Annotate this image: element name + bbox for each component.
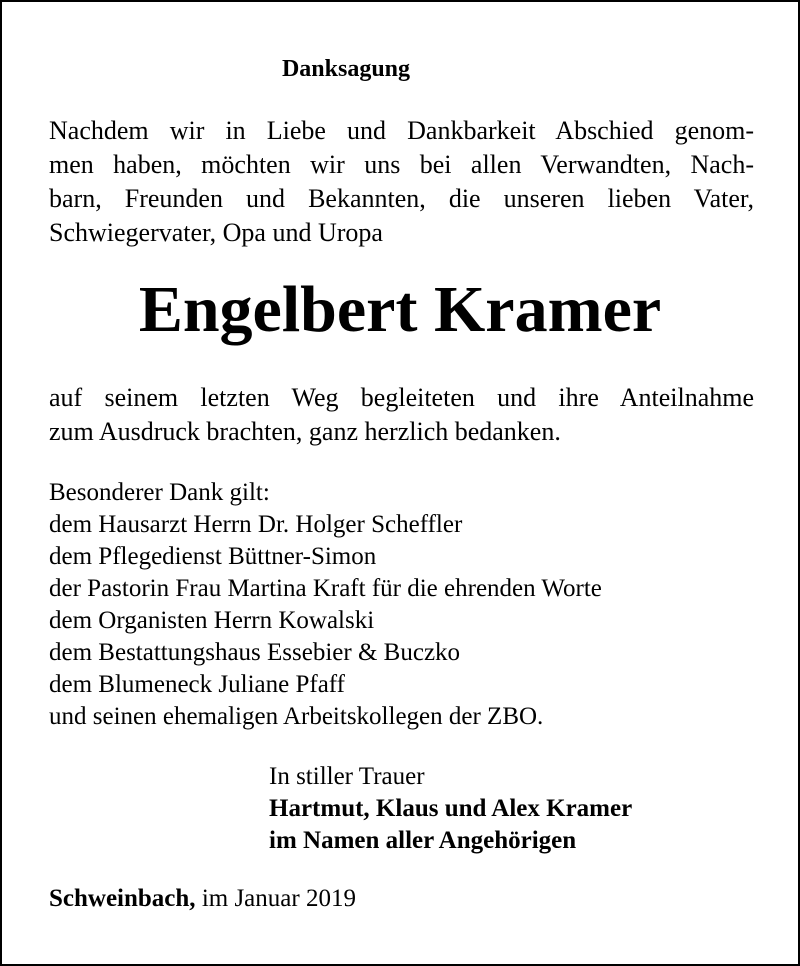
thanks-title: Besonderer Dank gilt: — [49, 479, 270, 506]
thanks-item: dem Blumeneck Juliane Pfaff — [49, 671, 345, 698]
thanks-item: dem Bestattungshaus Essebier & Buczko — [49, 639, 461, 666]
intro-line: Schwiegervater, Opa und Uropa — [49, 218, 383, 247]
closing-paragraph — [49, 381, 754, 449]
intro-line: barn, Freunden und Bekannten, die unseren lieben Vater, — [49, 184, 754, 213]
thanks-list — [49, 477, 602, 733]
intro-line: Nachdem wir in Liebe und Dankbarkeit Abschied genom- — [49, 116, 754, 145]
notice-heading: Danksagung — [281, 56, 411, 82]
intro-line: men haben, möchten wir uns bei allen Verwandten, Nach- — [49, 150, 754, 179]
signature-names: Hartmut, Klaus und Alex Kramer — [269, 795, 633, 822]
signature-block — [269, 761, 632, 857]
thanks-item: und seinen ehemaligen Arbeitskollegen der ZBO. — [49, 703, 544, 730]
place-date — [49, 883, 356, 915]
deceased-name: Engelbert Kramer — [138, 273, 662, 346]
footer-date: im Januar 2019 — [201, 885, 356, 912]
signature-family: im Namen aller Angehörigen — [269, 827, 577, 854]
thanks-item: dem Hausarzt Herrn Dr. Holger Scheffler — [49, 511, 463, 538]
thanks-item: dem Organisten Herrn Kowalski — [49, 607, 375, 634]
thanks-item: der Pastorin Frau Martina Kraft für die ehrenden Worte — [49, 575, 602, 602]
closing-line: auf seinem letzten Weg begleiteten und ihre Anteilnahme — [49, 383, 754, 412]
intro-paragraph — [49, 114, 754, 250]
footer-place: Schweinbach, — [49, 885, 196, 912]
signature-intro: In stiller Trauer — [269, 763, 425, 790]
thanks-item: dem Pflegedienst Büttner-Simon — [49, 543, 377, 570]
closing-line: zum Ausdruck brachten, ganz herzlich bedanken. — [49, 417, 561, 446]
